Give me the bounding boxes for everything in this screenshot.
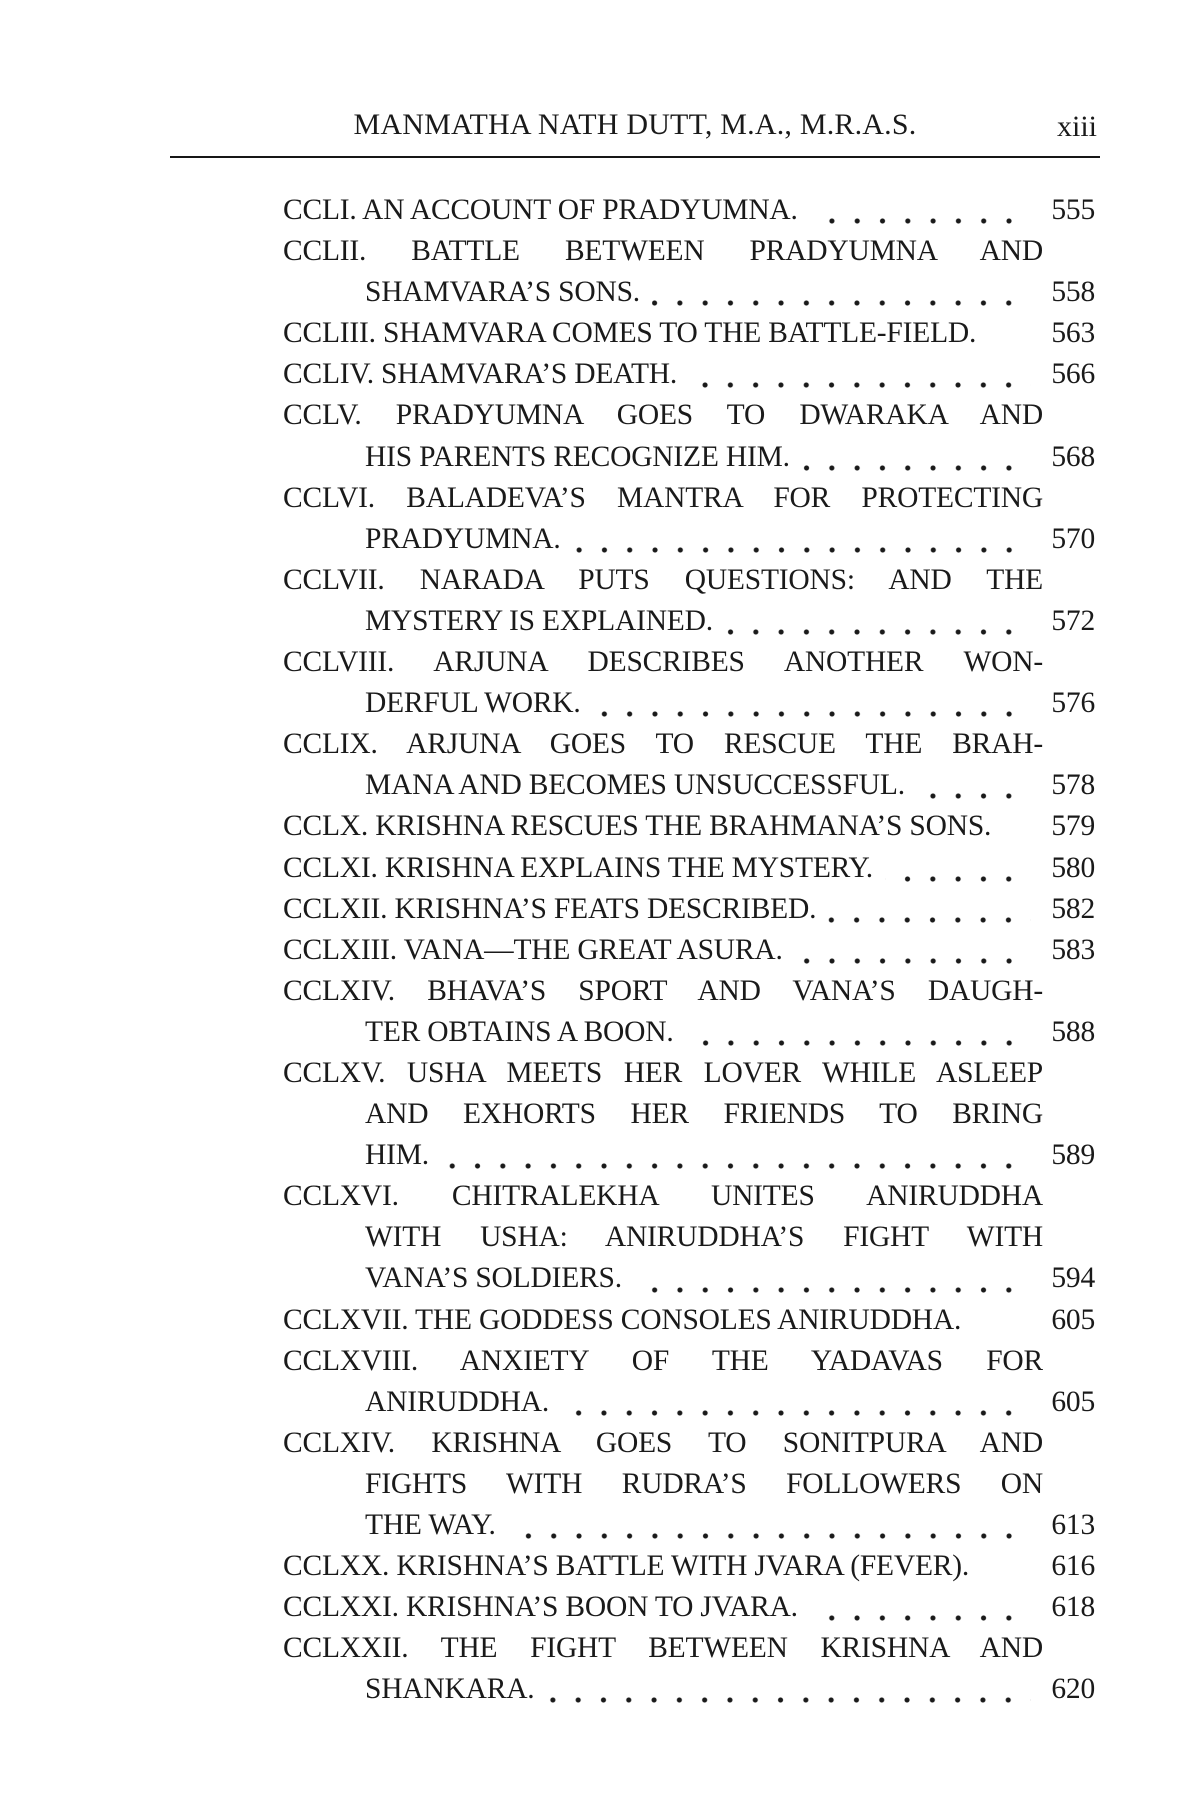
toc-entry-title: CCLXVII. THE GODDESS CONSOLES ANIRUDDHA. [283,1303,962,1336]
toc-line [365,1382,1095,1423]
dot-leader [810,1615,1031,1621]
toc-entry-title: CCLXI. KRISHNA EXPLAINS THE MYSTERY. [283,851,873,884]
toc-line [283,806,1095,847]
toc-entry [283,971,1095,1053]
toc-entry-page-number: 616 [1051,1550,1095,1583]
toc-entry-title: CCLIII. SHAMVARA COMES TO THE BATTLE-FIELD. [283,317,977,350]
toc-line [283,313,1095,354]
dot-leader [689,382,1031,388]
toc-line [365,1094,1043,1135]
dot-leader [725,629,1031,635]
toc-entry-title: AND EXHORTS HER FRIENDS TO BRING [365,1098,1043,1131]
toc-entry-page-number: 570 [1051,522,1095,555]
toc-entry-title: CCLVII. NARADA PUTS QUESTIONS: AND THE [283,563,1043,596]
toc-entry [283,1300,1095,1341]
dot-leader [634,1287,1031,1293]
dot-leader [441,1163,1031,1169]
toc-line [365,1669,1095,1710]
toc-line [283,1546,1095,1587]
toc-entry-title: CCLXIV. KRISHNA GOES TO SONITPURA AND [283,1426,1043,1459]
toc-entry [283,313,1095,354]
toc-entry-page-number: 620 [1051,1673,1095,1706]
toc-line [365,601,1095,642]
header-rule [170,156,1100,158]
toc-entry-title: FIGHTS WITH RUDRA’S FOLLOWERS ON [365,1467,1043,1500]
toc-entry-title: CCLIV. SHAMVARA’S DEATH. [283,358,678,391]
toc-entry-title: ANIRUDDHA. [365,1385,550,1418]
toc-line [365,1258,1095,1299]
toc-entry-page-number: 580 [1051,851,1095,884]
dot-leader [546,1697,1031,1703]
toc-entry-page-number: 605 [1051,1385,1095,1418]
toc-entry-title: CCLXXI. KRISHNA’S BOON TO JVARA. [283,1591,798,1624]
toc-entry-page-number: 589 [1051,1139,1095,1172]
folio-page-number: xiii [1056,110,1097,143]
dot-leader [917,793,1031,799]
toc-entry-page-number: 555 [1051,194,1095,226]
toc-line [365,437,1095,478]
table-of-contents [283,190,1095,1710]
running-header-title: MANMATHA NATH DUTT, M.A., M.R.A.S. [353,108,917,141]
toc-line [365,1464,1043,1505]
dot-leader [652,300,1031,306]
dot-leader [885,876,1031,882]
toc-entry-page-number: 563 [1051,317,1095,350]
toc-entry-title: SHANKARA. [365,1673,535,1706]
toc-line [283,1628,1043,1669]
toc-entry [283,190,1095,231]
toc-line [283,395,1043,436]
toc-entry-title: TER OBTAINS A BOON. [365,1015,674,1048]
toc-line [283,930,1095,971]
toc-entry-page-number: 576 [1051,687,1095,720]
toc-line [283,642,1043,683]
toc-line [283,971,1043,1012]
dot-leader [508,1533,1031,1539]
toc-line [365,683,1095,724]
toc-entry-page-number: 618 [1051,1591,1095,1624]
toc-entry-title: CCLXXII. THE FIGHT BETWEEN KRISHNA AND [283,1632,1043,1665]
toc-entry-page-number: 579 [1051,810,1095,843]
dot-leader [802,465,1031,471]
toc-line [283,560,1043,601]
toc-entry [283,889,1095,930]
toc-entry [283,1176,1095,1299]
toc-entry-page-number: 572 [1051,604,1095,637]
toc-entry-title: CCLVIII. ARJUNA DESCRIBES ANOTHER WON- [283,646,1043,679]
toc-line [283,1053,1043,1094]
toc-entry [283,354,1095,395]
toc-entry-page-number: 582 [1051,892,1095,925]
toc-line [283,1300,1095,1341]
toc-line [283,1587,1095,1628]
toc-entry-page-number: 558 [1051,276,1095,309]
toc-entry-page-number: 594 [1051,1262,1095,1295]
toc-line [283,724,1043,765]
toc-entry-title: WITH USHA: ANIRUDDHA’S FIGHT WITH [365,1221,1043,1254]
toc-entry-title: HIM. [365,1139,429,1172]
toc-entry-page-number: 568 [1051,440,1095,473]
dot-leader [981,1574,1031,1580]
dot-leader [795,958,1031,964]
dot-leader [828,917,1031,923]
toc-entry-title: CCLV. PRADYUMNA GOES TO DWARAKA AND [283,399,1043,432]
toc-entry-page-number: 583 [1051,933,1095,966]
toc-entry-title: THE WAY. [365,1509,496,1541]
toc-entry-title: CCLXVIII. ANXIETY OF THE YADAVAS FOR [283,1344,1043,1377]
dot-leader [561,1410,1031,1416]
toc-line [365,765,1095,806]
toc-entry-title: MYSTERY IS EXPLAINED. [365,604,713,637]
toc-line [365,1505,1095,1546]
toc-entry [283,1628,1095,1710]
toc-entry-title: CCLVI. BALADEVA’S MANTRA FOR PROTECTING [283,481,1043,514]
toc-line [283,848,1095,889]
toc-entry [283,1053,1095,1176]
toc-line [365,1217,1043,1258]
toc-entry [283,1341,1095,1423]
toc-entry-title: VANA’S SOLDIERS. [365,1262,622,1295]
toc-entry [283,642,1095,724]
toc-entry-page-number: 605 [1051,1303,1095,1336]
dot-leader [686,1040,1031,1046]
toc-line [283,1423,1043,1464]
dot-leader [573,547,1031,553]
toc-entry [283,1423,1095,1546]
toc-line [283,478,1043,519]
toc-entry [283,231,1095,313]
toc-line [365,519,1095,560]
toc-entry [283,1587,1095,1628]
toc-entry-page-number: 566 [1051,358,1095,391]
toc-entry-title: CCLXII. KRISHNA’S FEATS DESCRIBED. [283,892,817,925]
toc-entry-page-number: 613 [1051,1509,1095,1541]
toc-entry-title: CCLIX. ARJUNA GOES TO RESCUE THE BRAH- [283,728,1043,761]
toc-entry-title: CCLXV. USHA MEETS HER LOVER WHILE ASLEEP [283,1056,1043,1089]
toc-entry [283,395,1095,477]
toc-line [365,1135,1095,1176]
toc-entry-title: DERFUL WORK. [365,687,581,720]
toc-entry-title: CCLXIV. BHAVA’S SPORT AND VANA’S DAUGH- [283,974,1043,1007]
toc-line [283,231,1043,272]
toc-entry [283,848,1095,889]
toc-entry-page-number: 578 [1051,769,1095,802]
toc-entry-title: CCLXX. KRISHNA’S BATTLE WITH JVARA (FEVER). [283,1550,970,1583]
dot-leader [973,1328,1031,1334]
dot-leader [593,711,1031,717]
toc-entry [283,560,1095,642]
toc-entry-title: MANA AND BECOMES UNSUCCESSFUL. [365,769,905,802]
toc-line [283,354,1095,395]
toc-entry-page-number: 588 [1051,1015,1095,1048]
toc-entry [283,724,1095,806]
toc-entry-title: CCLX. KRISHNA RESCUES THE BRAHMANA’S SONS. [283,810,992,843]
toc-entry [283,478,1095,560]
dot-leader [988,341,1031,347]
toc-entry-title: HIS PARENTS RECOGNIZE HIM. [365,440,790,473]
dot-leader [1003,835,1031,841]
toc-entry [283,930,1095,971]
dot-leader [810,218,1031,224]
toc-entry [283,1546,1095,1587]
toc-entry-title: CCLI. AN ACCOUNT OF PRADYUMNA. [283,194,798,226]
toc-line [283,190,1095,231]
toc-entry-title: SHAMVARA’S SONS. [365,276,640,309]
toc-entry-title: CCLXVI. CHITRALEKHA UNITES ANIRUDDHA [283,1180,1043,1213]
toc-line [365,1012,1095,1053]
toc-entry-title: PRADYUMNA. [365,522,561,555]
toc-entry-title: CCLXIII. VANA—THE GREAT ASURA. [283,933,783,966]
toc-line [365,272,1095,313]
toc-line [283,889,1095,930]
toc-line [283,1341,1043,1382]
toc-entry-title: CCLII. BATTLE BETWEEN PRADYUMNA AND [283,235,1043,268]
toc-entry [283,806,1095,847]
toc-line [283,1176,1043,1217]
